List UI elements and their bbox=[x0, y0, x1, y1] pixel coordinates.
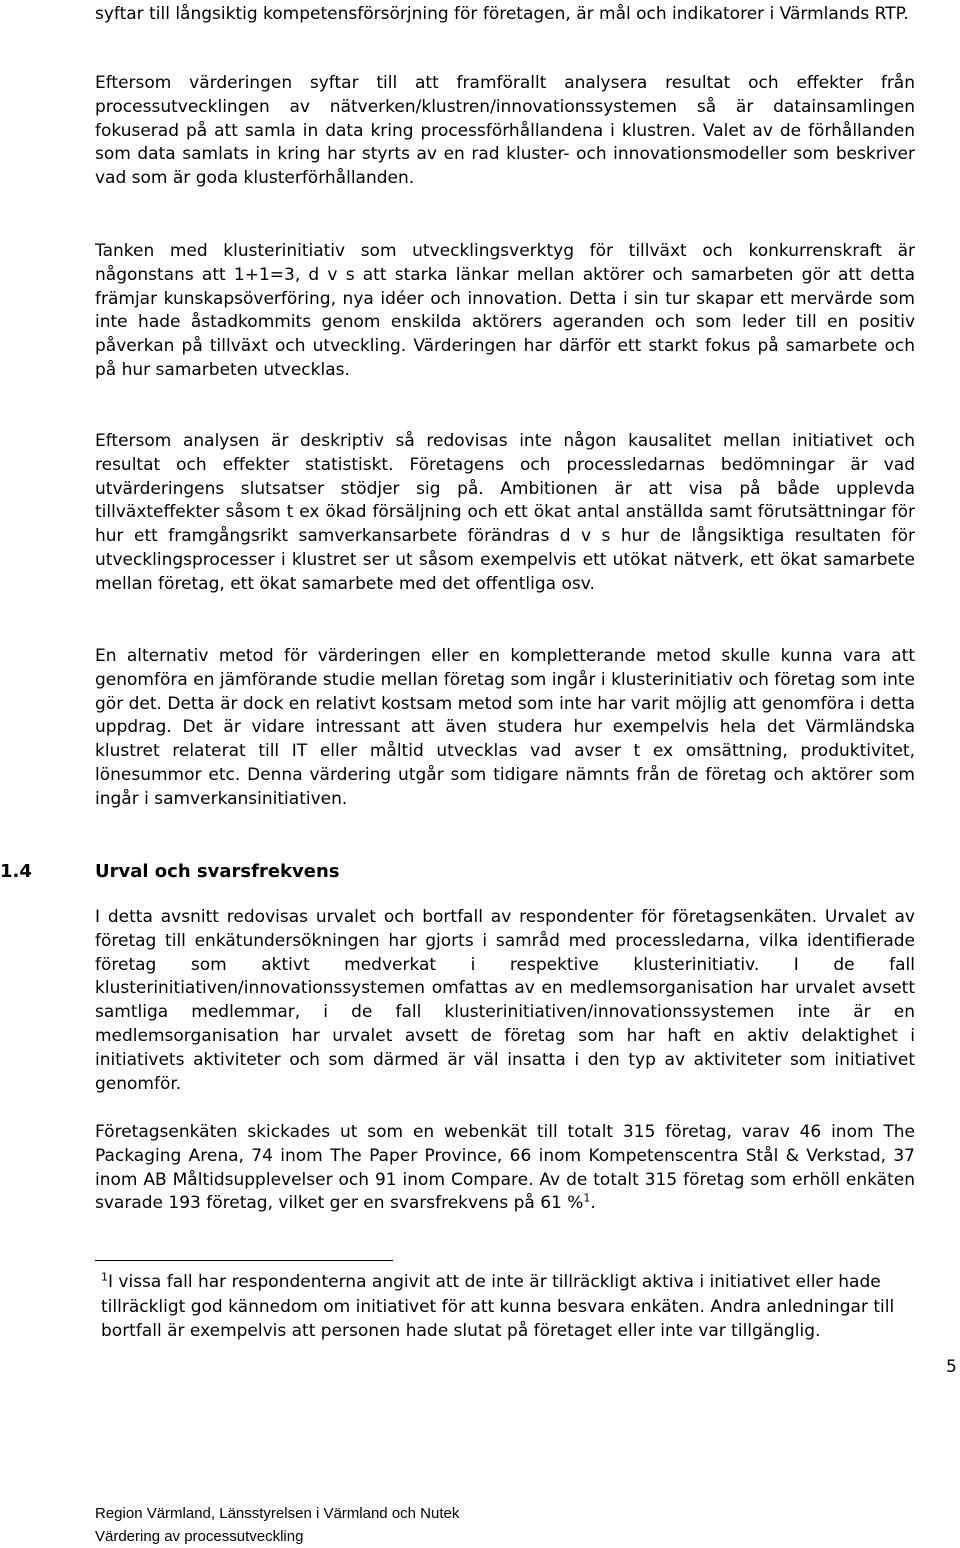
section-number: 1.4 bbox=[0, 861, 32, 882]
footnote-text: I vissa fall har respondenterna angivit att de inte är tillräckligt aktiva i initiativet eller hade tillräckligt god kännedom om initiativet för att kunna besvara enkäten. Andra anledningar till bortfall är exempelvis att personen hade slutat på företaget eller inte var tillgänglig. bbox=[101, 1272, 895, 1341]
page-number: 5 bbox=[946, 1357, 957, 1377]
footnote-separator bbox=[95, 1260, 393, 1261]
paragraph-response-rate bbox=[95, 1121, 915, 1216]
paragraph-alternative-method: En alternativ metod för värderingen eller en kompletterande metod skulle kunna vara att genomföra en jämförande studie mellan företag som ingår i klusterinitiativ och företag som inte gör det. Detta är dock en relativt kostsam metod som inte har varit möjlig att genomföra i detta uppdrag. Det är vidare intressant att även studera hur exempelvis hela det Värmländska klustret relaterat till IT eller måltid utvecklas vad avser t ex omsättning, produktivitet, lönesummor etc. Denna värdering utgår som tidigare nämnts från de företag och aktörer som ingår i samverkansinitiativen. bbox=[95, 646, 915, 809]
paragraph-sample: I detta avsnitt redovisas urvalet och bortfall av respondenter för företagsenkäten. Urvalet av företag till enkätundersökningen har gjorts i samråd med processledarna, vilka identifierade företag som aktivt medverkat i respektive klusterinitiativ. I de fall klusterinitiativen/innovationssystemen omfattas av en medlemsorganisation har urvalet avsett samtliga medlemmar, i de fall klusterinitiativen/innovationssystemen inte är en medlemsorganisation har urvalet avsett de företag som har haft en aktiv delaktighet i initiativets aktiviteter och som därmed är väl insatta i den typ av aktiviteter som initiativet genomför. bbox=[95, 907, 915, 1094]
footnote-reference[interactable]: 1 bbox=[583, 1191, 591, 1205]
paragraph-data-collection: Eftersom värderingen syftar till att framförallt analysera resultat och effekter från processutvecklingen av nätverken/klustren/innovationssystemen så är datainsamlingen fokuserad på att samla in data kring processförhållandena i klustren. Valet av de förhållanden som data samlats in kring har styrts av en rad kluster- och innovationsmodeller som beskriver vad som är goda klusterförhållanden. bbox=[95, 73, 915, 189]
paragraph-intro-continuation: syftar till långsiktig kompetensförsörjning för företagen, är mål och indikatorer i Värmlands RTP. bbox=[95, 4, 909, 24]
footnote-marker: 1 bbox=[101, 1270, 108, 1284]
footer-organization: Region Värmland, Länsstyrelsen i Värmland och Nutek bbox=[95, 1505, 460, 1522]
footnote bbox=[101, 1270, 916, 1344]
footer-document-title: Värdering av processutveckling bbox=[95, 1528, 304, 1545]
section-heading: Urval och svarsfrekvens bbox=[95, 861, 340, 882]
response-rate-end: . bbox=[590, 1193, 596, 1214]
paragraph-cluster-initiative: Tanken med klusterinitiativ som utvecklingsverktyg för tillväxt och konkurrenskraft är någonstans att 1+1=3, d v s att starka länkar mellan aktörer och samarbeten gör att detta främjar kunskapsöverföring, nya idéer och innovation. Detta i sin tur skapar ett mervärde som inte hade åstadkommits genom enskilda aktörers ageranden och som leder till en positiv påverkan på tillväxt och utveckling. Värderingen har därför ett starkt fokus på samarbete och på hur samarbeten utvecklas. bbox=[95, 241, 915, 380]
paragraph-descriptive-analysis: Eftersom analysen är deskriptiv så redovisas inte någon kausalitet mellan initiativet och resultat och effekter statistiskt. Företagens och processledarnas bedömningar är vad utvärderingens slutsatser stödjer sig på. Ambitionen är att visa på både upplevda tillväxteffekter såsom t ex ökad försäljning och ett ökat antal anställda samt förutsättningar för hur ett framgångsrikt samverkansarbete förändras d v s hur de långsiktiga resultaten för utvecklingsprocesser i klustret ser ut såsom exempelvis ett utökat nätverk, ett ökat samarbete mellan företag, ett ökat samarbete med det offentliga osv. bbox=[95, 431, 915, 594]
response-rate-text: Företagsenkäten skickades ut som en webenkät till totalt 315 företag, varav 46 inom The Packaging Arena, 74 inom The Paper Province, 66 inom Kompetenscentra Stål & Verkstad, 37 inom AB Måltidsupplevelser och 91 inom Compare. Av de totalt 315 företag som erhöll enkäten svarade 193 företag, vilket ger en svarsfrekvens på 61 % bbox=[95, 1122, 915, 1214]
